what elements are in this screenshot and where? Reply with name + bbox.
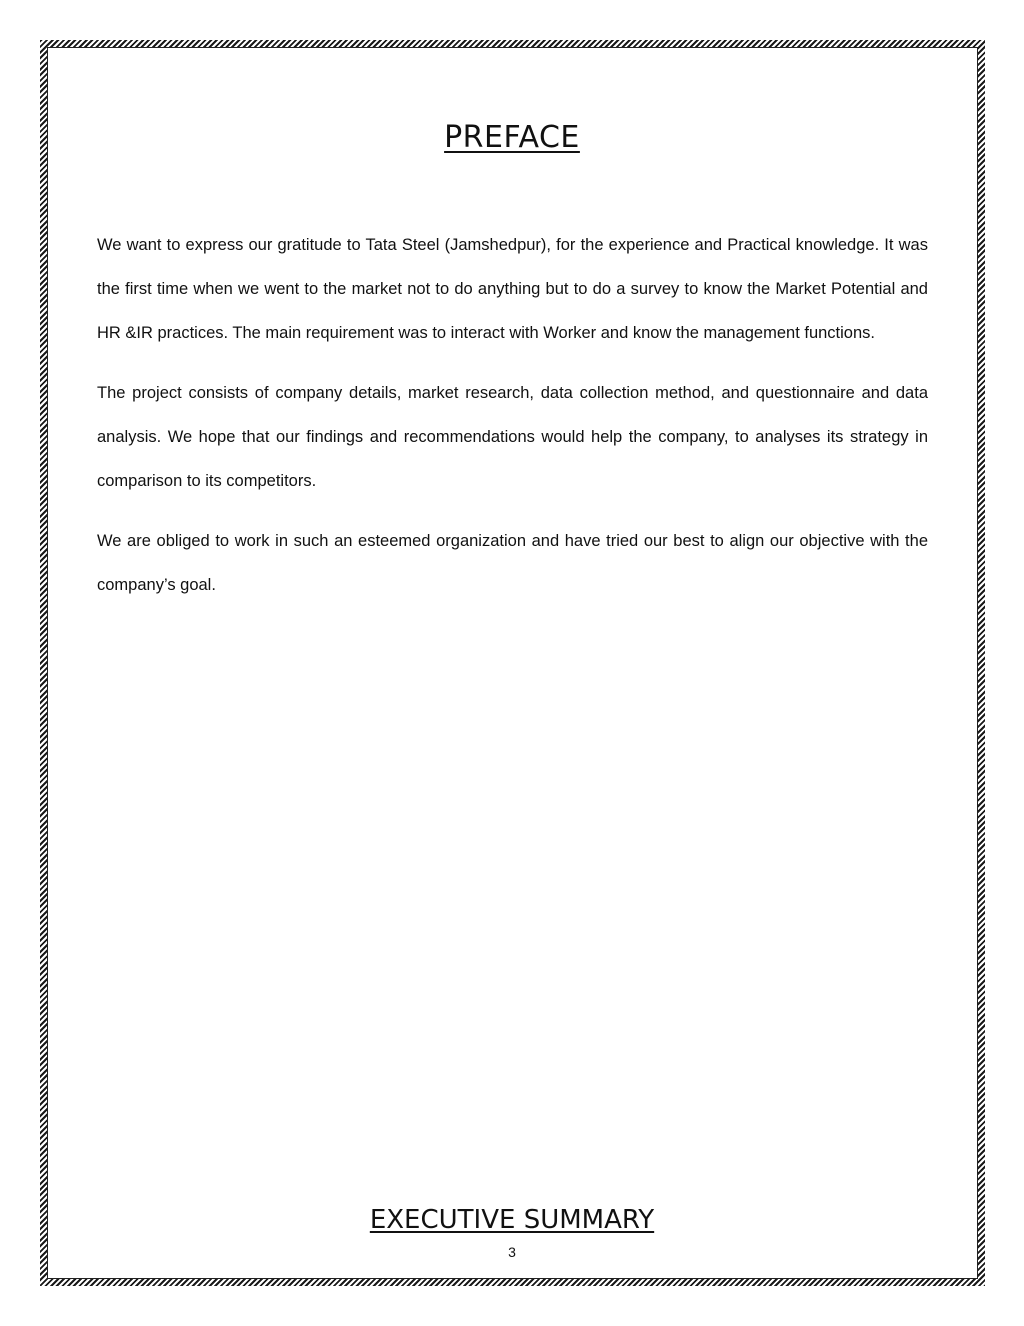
next-section-heading — [0, 1205, 1024, 1235]
page-title-text: PREFACE — [444, 120, 580, 156]
paragraph-1: We want to express our gratitude to Tata Steel (Jamshedpur), for the experience and Practical knowledge. It was the first time when we went to the market not to do anything but to do a survey to know the Market Potential and HR &IR practices. The main requirement was to interact with Worker and know the management functions. — [97, 236, 928, 342]
paragraph-2: The project consists of company details, market research, data collection method, and questionnaire and data analysis. We hope that our findings and recommendations would help the company, to analyses its strategy in comparison to its competitors. — [97, 384, 928, 490]
page-number: 3 — [508, 1244, 516, 1260]
page-title — [0, 120, 1024, 155]
preface-body — [97, 223, 928, 623]
paragraph-3: We are obliged to work in such an esteemed organization and have tried our best to align our objective with the company’s goal. — [97, 532, 928, 594]
next-section-heading-text: EXECUTIVE SUMMARY — [369, 1205, 655, 1235]
